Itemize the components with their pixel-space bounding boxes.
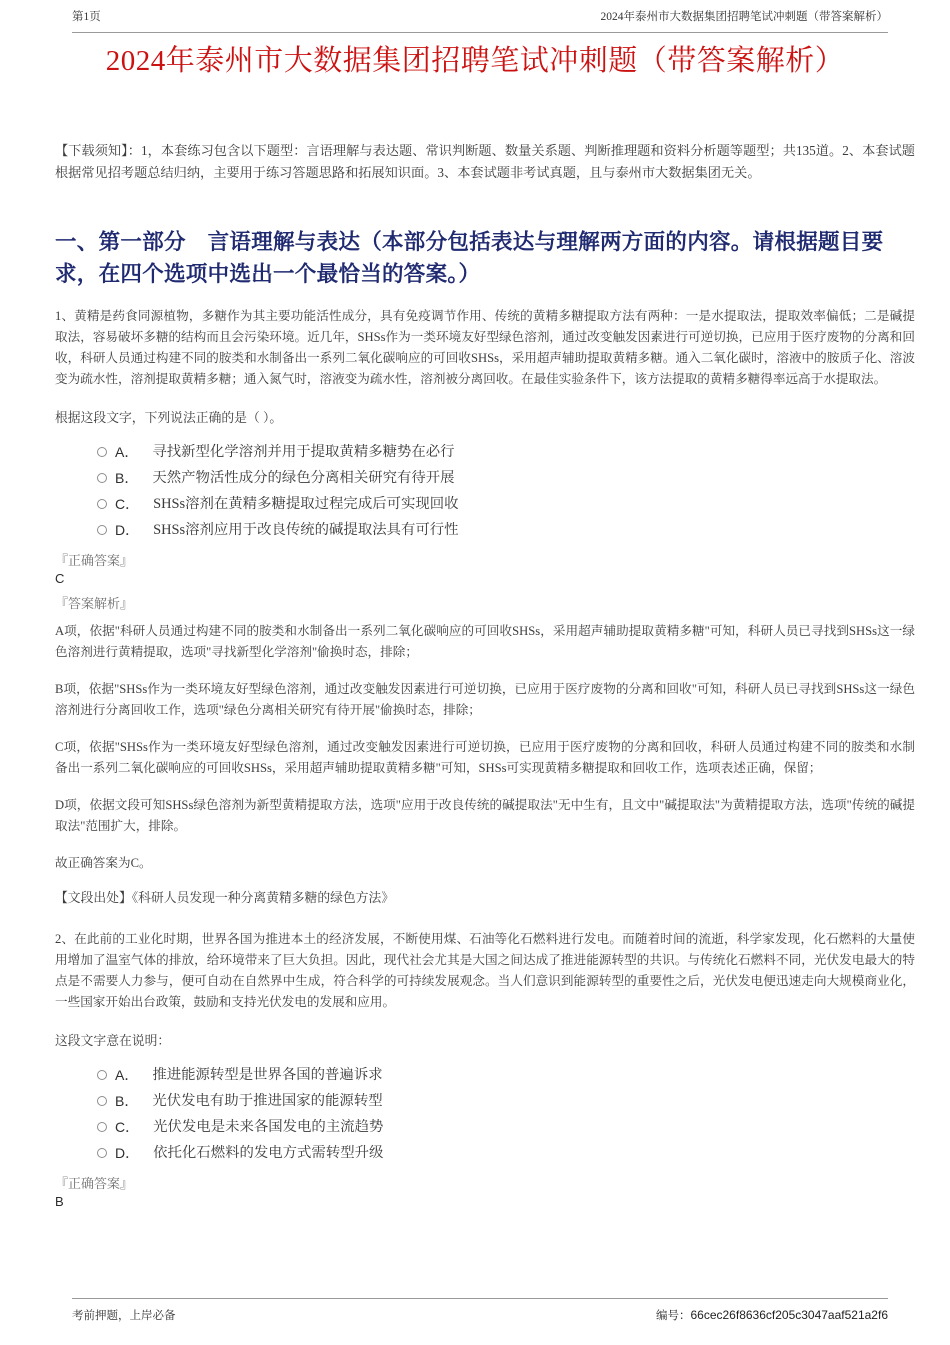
analysis-label: 『答案解析』 <box>55 596 134 611</box>
correct-answer-label: 『正确答案』 <box>55 1176 134 1191</box>
running-footer <box>72 1298 888 1327</box>
correct-answer-value: C <box>55 571 65 586</box>
option-text: 光伏发电是未来各国发电的主流趋势 <box>153 1119 384 1135</box>
correct-answer-value: B <box>55 1194 64 1209</box>
option-list <box>55 439 915 543</box>
spacer <box>55 613 915 621</box>
document-code-value: 66cec26f8636cf205c3047aaf521a2f6 <box>690 1308 888 1322</box>
option-b[interactable] <box>55 465 915 491</box>
option-text: 光伏发电有助于推进国家的能源转型 <box>152 1093 383 1109</box>
option-letter: B． <box>115 1093 139 1109</box>
option-list <box>55 1062 915 1166</box>
radio-button-icon[interactable] <box>97 1148 107 1158</box>
running-header <box>72 10 888 33</box>
radio-button-icon[interactable] <box>97 1070 107 1080</box>
analysis-paragraph-c: C项，依据"SHSs作为一类环境友好型绿色溶剂，通过改变触发因素进行可逆切换，已应用于医疗废物的分离和回收，科研人员通过构建不同的胺类和水制备出一系列二氧化碳响应的可回收SHSs，采用超声辅助提取黄精多糖"可知，SHSs可实现黄精多糖提取和回收工作，选项表述正确，保留； <box>55 740 915 775</box>
download-notice: 【下载须知】：1，本套练习包含以下题型：言语理解与表达题、常识判断题、数量关系题、判断推理题和资料分析题等题型；共135道。2、本套试题根据常见招考题总结归纳，主要用于练习答题思路和拓展知识面。3、本套试题非考试真题，且与泰州市大数据集团无关。 <box>55 143 915 180</box>
running-header-title: 2024年泰州市大数据集团招聘笔试冲刺题（带答案解析） <box>600 11 888 23</box>
option-letter: C． <box>115 496 140 512</box>
radio-button-icon[interactable] <box>97 1122 107 1132</box>
correct-answer-label: 『正确答案』 <box>55 553 134 568</box>
passage-source: 【文段出处】《科研人员发现一种分离黄精多糖的绿色方法》 <box>55 891 395 905</box>
document-code-label: 编号： <box>655 1310 691 1322</box>
option-letter: B． <box>115 470 139 486</box>
analysis-paragraph-b: B项，依据"SHSs作为一类环境友好型绿色溶剂，通过改变触发因素进行可逆切换，已应用于医疗废物的分离和回收"可知，科研人员已寻找到SHSs这一绿色溶剂进行分离回收工作，选项"绿色分离相关研究有待开展"偷换时态，排除； <box>55 682 915 717</box>
option-letter: C． <box>115 1119 140 1135</box>
analysis-paragraph-a: A项，依据"科研人员通过构建不同的胺类和水制备出一系列二氧化碳响应的可回收SHSs，采用超声辅助提取黄精多糖"可知，科研人员已寻找到SHSs这一绿色溶剂进行黄精提取，选项"寻找新型化学溶剂"偷换时态，排除； <box>55 624 915 659</box>
option-letter: A． <box>115 444 139 460</box>
question-prompt: 这段文字意在说明： <box>55 1034 171 1048</box>
page-title: 2024年泰州市大数据集团招聘笔试冲刺题（带答案解析） <box>105 45 845 77</box>
option-text: 天然产物活性成分的绿色分离相关研究有待开展 <box>152 470 455 486</box>
option-text: 依托化石燃料的发电方式需转型升级 <box>153 1145 384 1161</box>
option-a[interactable] <box>55 1062 915 1088</box>
option-text: 寻找新型化学溶剂并用于提取黄精多糖势在必行 <box>152 444 455 460</box>
radio-button-icon[interactable] <box>97 499 107 509</box>
option-b[interactable] <box>55 1088 915 1114</box>
option-a[interactable] <box>55 439 915 465</box>
option-letter: D． <box>115 522 140 538</box>
footer-slogan: 考前押题，上岸必备 <box>72 1310 176 1322</box>
analysis-paragraph-d: D项，依据文段可知SHSs绿色溶剂为新型黄精提取方法，选项"应用于改良传统的碱提取法"无中生有，且文中"碱提取法"为黄精提取方法，选项"传统的碱提取法"范围扩大，排除。 <box>55 798 915 833</box>
question-passage: 1、黄精是药食同源植物，多糖作为其主要功能活性成分，具有免疫调节作用、传统的黄精多糖提取方法有两种：一是水提取法，提取效率偏低；二是碱提取法，容易破坏多糖的结构而且会污染环境。近几年，SHSs作为一类环境友好型绿色溶剂，通过改变触发因素进行可逆切换，已应用于医疗废物的分离和回收，科研人员通过构建不同的胺类和水制备出一系列二氧化碳响应的可回收SHSs，采用超声辅助提取黄精多糖。通入二氧化碳时，溶液中的胺质子化、溶波变为疏水性，溶剂提取黄精多糖；通入氮气时，溶液变为疏水性，溶剂被分离回收。在最佳实验条件下，该方法提取的黄精多糖得率远高于水提取法。 <box>55 309 915 386</box>
option-text: SHSs溶剂在黄精多糖提取过程完成后可实现回收 <box>153 496 459 512</box>
option-letter: D． <box>115 1145 140 1161</box>
radio-button-icon[interactable] <box>97 525 107 535</box>
option-c[interactable] <box>55 491 915 517</box>
document-code <box>656 1307 888 1323</box>
document-body <box>55 140 915 1213</box>
option-text: 推进能源转型是世界各国的普遍诉求 <box>152 1067 383 1083</box>
analysis-conclusion: 故正确答案为C。 <box>55 856 152 870</box>
question-prompt: 根据这段文字，下列说法正确的是（ ）。 <box>55 411 283 425</box>
radio-button-icon[interactable] <box>97 1096 107 1106</box>
section-heading: 一、第一部分 言语理解与表达（本部分包括表达与理解两方面的内容。请根据题目要求，在四个选项中选出一个最恰当的答案。） <box>55 230 884 286</box>
page-number-marker: 第1页 <box>72 11 101 23</box>
option-text: SHSs溶剂应用于改良传统的碱提取法具有可行性 <box>153 522 459 538</box>
option-d[interactable] <box>55 1140 915 1166</box>
radio-button-icon[interactable] <box>97 473 107 483</box>
option-d[interactable] <box>55 517 915 543</box>
radio-button-icon[interactable] <box>97 447 107 457</box>
option-letter: A． <box>115 1067 139 1083</box>
option-c[interactable] <box>55 1114 915 1140</box>
question-passage: 2、在此前的工业化时期，世界各国为推进本土的经济发展，不断使用煤、石油等化石燃料进行发电。而随着时间的流逝，科学家发现，化石燃料的大量使用增加了温室气体的排放，给环境带来了巨大负担。因此，现代社会尤其是大国之间达成了推进能源转型的共识。与传统化石燃料不同，光伏发电最大的特点是不需要人力参与，便可自动在自然界中生成，符合科学的可持续发展观念。当人们意识到能源转型的重要性之后，光伏发电便迅速走向大规模商业化，一些国家开始出台政策，鼓励和支持光伏发电的发展和应用。 <box>55 932 915 1009</box>
